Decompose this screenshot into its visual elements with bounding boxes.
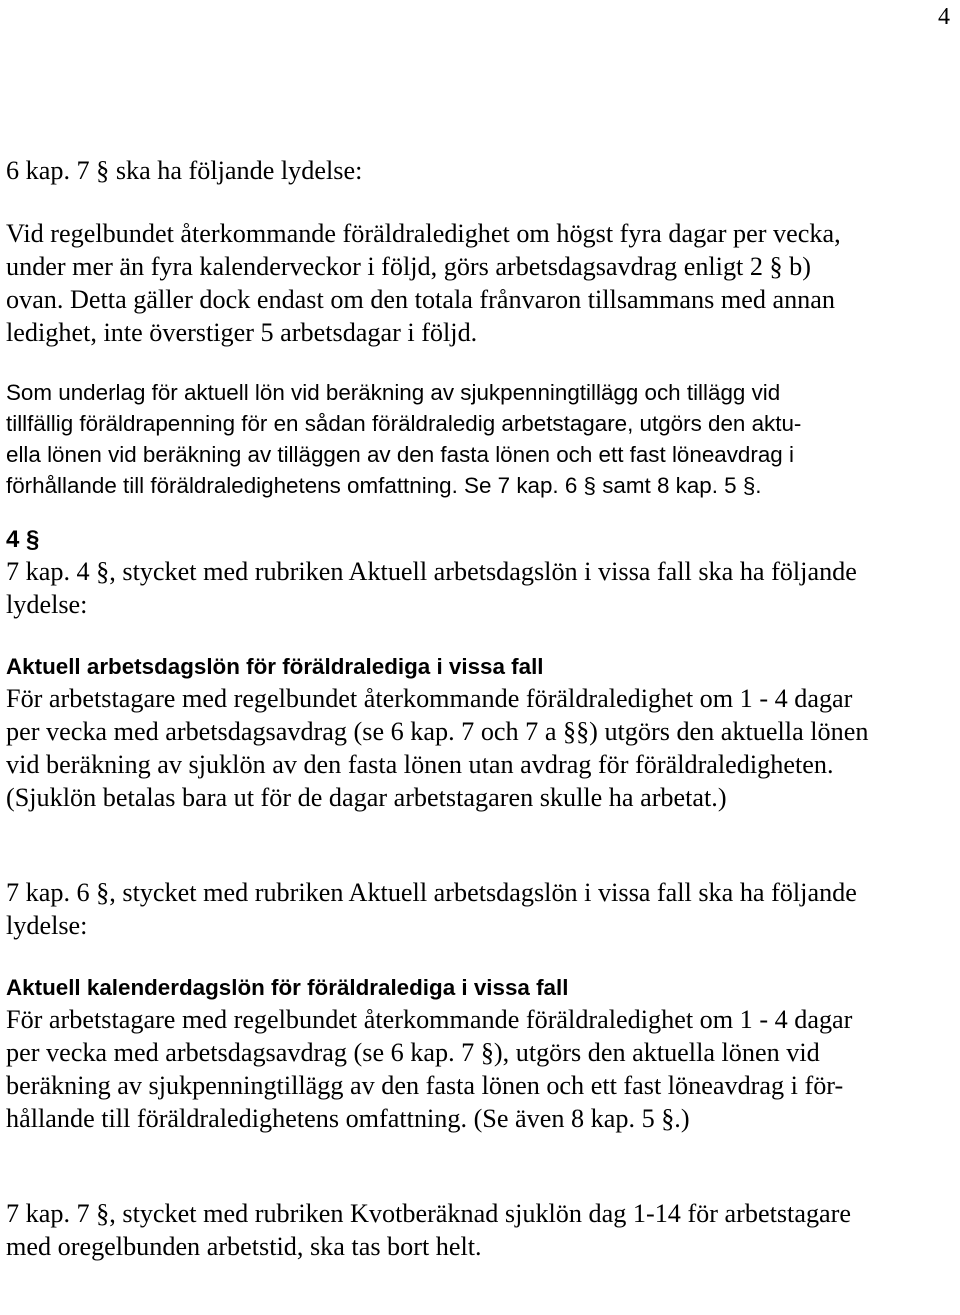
- paragraph-3-line: vid beräkning av sjuklön av den fasta lönen utan avdrag för föräldraledigheten.: [6, 750, 834, 779]
- section-intro-2-line: lydelse:: [6, 911, 88, 940]
- subheading-1: [6, 651, 956, 682]
- paragraph-2: [6, 377, 956, 501]
- subheading-2-text: Aktuell kalenderdagslön för föräldralediga i vissa fall: [6, 975, 569, 1000]
- section-intro-1: [6, 555, 956, 621]
- closing-line: 7 kap. 7 §, stycket med rubriken Kvotberäknad sjuklön dag 1-14 för arbetstagare: [6, 1199, 852, 1228]
- paragraph-1-line: ledighet, inte överstiger 5 arbetsdagar i följd.: [6, 318, 478, 347]
- page-number: 4: [938, 4, 950, 30]
- closing-line: med oregelbunden arbetstid, ska tas bort helt.: [6, 1232, 482, 1261]
- closing-paragraph: [6, 1197, 956, 1263]
- paragraph-3-line: För arbetstagare med regelbundet återkommande föräldraledighet om 1 - 4 dagar: [6, 684, 853, 713]
- subheading-1-text: Aktuell arbetsdagslön för föräldralediga i vissa fall: [6, 654, 544, 679]
- paragraph-3-line: (Sjuklön betalas bara ut för de dagar arbetstagaren skulle ha arbetat.): [6, 783, 727, 812]
- intro-text: 6 kap. 7 § ska ha följande lydelse:: [6, 156, 363, 185]
- paragraph-1-line: ovan. Detta gäller dock endast om den totala frånvaron tillsammans med annan: [6, 285, 835, 314]
- paragraph-2-line: ella lönen vid beräkning av tilläggen av den fasta lönen och ett fast löneavdrag i: [6, 442, 794, 467]
- section-intro-2-line: 7 kap. 6 §, stycket med rubriken Aktuell arbetsdagslön i vissa fall ska ha följande: [6, 878, 857, 907]
- paragraph-2-line: tillfällig föräldrapenning för en sådan föräldraledig arbetstagare, utgörs den aktu-: [6, 411, 802, 436]
- paragraph-4-line: hållande till föräldraledighetens omfattning. (Se även 8 kap. 5 §.): [6, 1104, 690, 1133]
- section-heading-text: 4 §: [6, 526, 40, 553]
- subheading-2: [6, 972, 956, 1003]
- paragraph-2-line: förhållande till föräldraledighetens omfattning. Se 7 kap. 6 § samt 8 kap. 5 §.: [6, 473, 762, 498]
- paragraph-1: [6, 217, 956, 349]
- paragraph-4-line: beräkning av sjukpenningtillägg av den fasta lönen och ett fast löneavdrag i för-: [6, 1071, 844, 1100]
- paragraph-4: [6, 1003, 956, 1135]
- section-intro-1-line: 7 kap. 4 §, stycket med rubriken Aktuell arbetsdagslön i vissa fall ska ha följande: [6, 557, 857, 586]
- document-body: [6, 154, 956, 1263]
- section-heading: [6, 525, 956, 555]
- paragraph-1-line: under mer än fyra kalenderveckor i följd, görs arbetsdagsavdrag enligt 2 § b): [6, 252, 811, 281]
- paragraph-3: [6, 682, 956, 814]
- section-intro-2: [6, 876, 956, 942]
- section-intro-1-line: lydelse:: [6, 590, 88, 619]
- paragraph-1-line: Vid regelbundet återkommande föräldraledighet om högst fyra dagar per vecka,: [6, 219, 841, 248]
- paragraph-4-line: per vecka med arbetsdagsavdrag (se 6 kap. 7 §), utgörs den aktuella lönen vid: [6, 1038, 820, 1067]
- paragraph-4-line: För arbetstagare med regelbundet återkommande föräldraledighet om 1 - 4 dagar: [6, 1005, 853, 1034]
- paragraph-3-line: per vecka med arbetsdagsavdrag (se 6 kap. 7 och 7 a §§) utgörs den aktuella lönen: [6, 717, 869, 746]
- paragraph-2-line: Som underlag för aktuell lön vid beräkning av sjukpenningtillägg och tillägg vid: [6, 380, 781, 405]
- intro-line: [6, 154, 956, 187]
